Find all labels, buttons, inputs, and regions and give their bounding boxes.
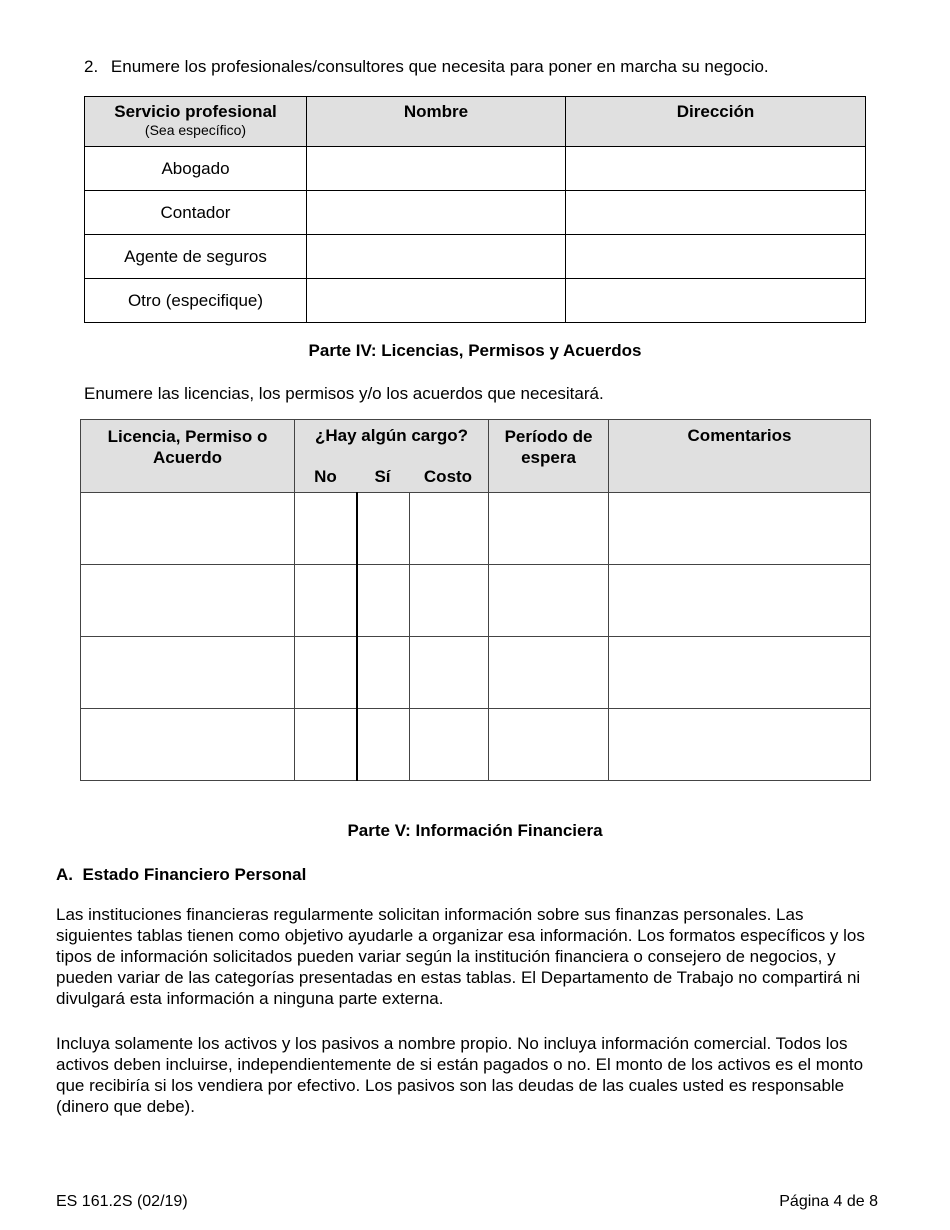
name-cell[interactable] <box>307 191 566 235</box>
comments-cell[interactable] <box>609 565 871 637</box>
table-row <box>81 565 871 637</box>
charge-header-label: ¿Hay algún cargo? <box>314 426 469 445</box>
address-cell[interactable] <box>566 147 866 191</box>
item-2-instruction <box>84 57 769 77</box>
wait-cell[interactable] <box>489 637 609 709</box>
professionals-header-row <box>85 97 866 147</box>
yes-cell[interactable] <box>357 493 410 565</box>
address-cell[interactable] <box>566 235 866 279</box>
cost-cell[interactable] <box>410 493 489 565</box>
license-cell[interactable] <box>81 709 295 781</box>
wait-cell[interactable] <box>489 493 609 565</box>
service-cell: Contador <box>85 191 307 235</box>
yes-cell[interactable] <box>357 637 410 709</box>
cost-cell[interactable] <box>410 565 489 637</box>
license-cell[interactable] <box>81 637 295 709</box>
service-cell: Agente de seguros <box>85 235 307 279</box>
subsection-a-title: A. Estado Financiero Personal <box>56 865 307 884</box>
table-row <box>81 709 871 781</box>
form-id: ES 161.2S (02/19) <box>56 1193 188 1210</box>
service-header <box>85 97 307 147</box>
license-cell[interactable] <box>81 493 295 565</box>
table-row <box>85 191 866 235</box>
paragraph-1: Las instituciones financieras regularmente solicitan información sobre sus finanzas personales. Las siguientes tablas tienen como objetivo ayudarle a organizar esa información. Los formatos específicos y los tipos de información solicitados pueden variar según la institución financiera o consejero de negocios, y pueden variar de las categorías presentadas en estas tablas. El Departamento de Trabajo no compartirá ni divulgará esta información a ninguna parte externa. <box>56 905 865 1008</box>
item-2-text: Enumere los profesionales/consultores que necesita para poner en marcha su negocio. <box>110 57 769 76</box>
comments-cell[interactable] <box>609 637 871 709</box>
no-cell[interactable] <box>295 637 358 709</box>
no-cell[interactable] <box>295 493 358 565</box>
licenses-table <box>80 419 871 781</box>
comments-cell[interactable] <box>609 493 871 565</box>
wait-header: Período de espera <box>489 420 609 493</box>
license-cell[interactable] <box>81 565 295 637</box>
cost-header: Costo <box>423 467 473 486</box>
name-header: Nombre <box>307 97 566 147</box>
service-header-label: Servicio profesional <box>114 102 277 121</box>
paragraph-2: Incluya solamente los activos y los pasivos a nombre propio. No incluya información comercial. Todos los activos deben incluirse, independientemente de si están pagados o no. El monto de los activos es el monto que recibiría si los vendiera por efectivo. Los pasivos son las deudas de las cuales usted es responsable (dinero que debe). <box>56 1034 864 1116</box>
service-cell: Otro (especifique) <box>85 279 307 323</box>
item-number: 2. <box>84 57 99 76</box>
table-row <box>85 147 866 191</box>
license-header: Licencia, Permiso o Acuerdo <box>81 420 295 493</box>
address-header: Dirección <box>566 97 866 147</box>
professionals-table <box>84 96 866 323</box>
table-row <box>85 279 866 323</box>
charge-subheaders <box>295 462 488 492</box>
part-4-instruction: Enumere las licencias, los permisos y/o los acuerdos que necesitará. <box>84 384 604 403</box>
table-row <box>81 637 871 709</box>
yes-cell[interactable] <box>357 709 410 781</box>
name-cell[interactable] <box>307 147 566 191</box>
part-5-title: Parte V: Información Financiera <box>347 821 603 840</box>
wait-cell[interactable] <box>489 709 609 781</box>
page-number: Página 4 de 8 <box>779 1193 878 1210</box>
yes-header: Sí <box>374 467 391 486</box>
name-cell[interactable] <box>307 279 566 323</box>
service-header-note: (Sea específico) <box>144 122 247 138</box>
comments-header: Comentarios <box>609 420 871 493</box>
table-row <box>85 235 866 279</box>
wait-cell[interactable] <box>489 565 609 637</box>
charge-header <box>295 420 489 493</box>
address-cell[interactable] <box>566 191 866 235</box>
cost-cell[interactable] <box>410 637 489 709</box>
name-cell[interactable] <box>307 235 566 279</box>
cost-cell[interactable] <box>410 709 489 781</box>
no-header: No <box>314 467 337 486</box>
service-cell: Abogado <box>85 147 307 191</box>
part-4-title: Parte IV: Licencias, Permisos y Acuerdos <box>308 341 642 360</box>
yes-cell[interactable] <box>357 565 410 637</box>
comments-cell[interactable] <box>609 709 871 781</box>
no-cell[interactable] <box>295 565 358 637</box>
address-cell[interactable] <box>566 279 866 323</box>
no-cell[interactable] <box>295 709 358 781</box>
table-row <box>81 493 871 565</box>
licenses-header-row <box>81 420 871 493</box>
